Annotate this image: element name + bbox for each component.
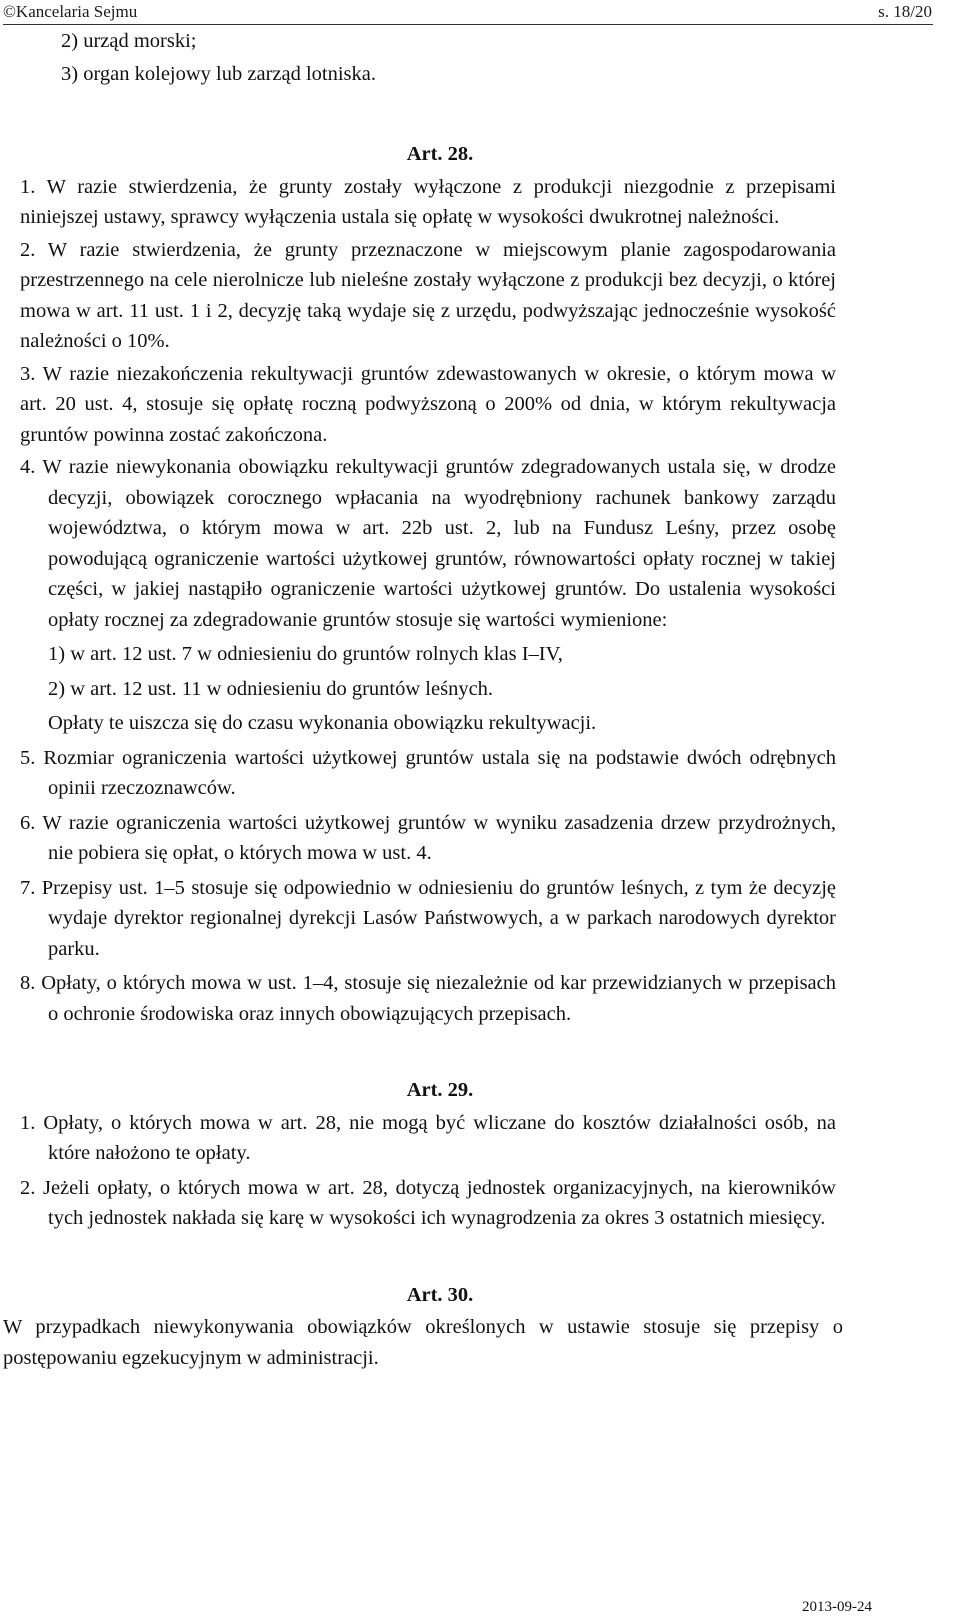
- art28-paragraph-3: 3. W razie niezakończenia rekultywacji gruntów zdewastowanych w okresie, o którym mowa w art. 20 ust. 4, stosuje się opłatę roczną podwyższoną o 200% od dnia, w którym rekultywacja gruntów powinna zostać zakończona.: [20, 362, 836, 446]
- art28-paragraph-1: 1. W razie stwierdzenia, że grunty zostały wyłączone z produkcji niezgodnie z przepisami niniejszej ustawy, sprawcy wyłączenia ustala się opłatę w wysokości dwukrotnej należności.: [20, 175, 836, 228]
- list-item: 1) w art. 12 ust. 7 w odniesieniu do gruntów rolnych klas I–IV,: [48, 643, 563, 665]
- article-30-title: Art. 30.: [406, 1283, 474, 1306]
- header-divider: [3, 24, 933, 25]
- art28-p4-list: [0, 639, 836, 704]
- list-item: 2) w art. 12 ust. 11 w odniesieniu do gruntów leśnych.: [48, 677, 494, 700]
- art28-paragraph-2: 2. W razie stwierdzenia, że grunty przeznaczone w miejscowym planie zagospodarowania przestrzennego na cele nierolnicze lub nieleśne zostały wyłączone z produkcji bez decyzji, o której mowa w art. 11 ust. 1 i 2, decyzję taką wydaje się z urzędu, podwyższając jednocześnie wysokość należności o 10%.: [20, 238, 836, 352]
- art28-p4-closing: Opłaty te uiszcza się do czasu wykonania obowiązku rekultywacji.: [48, 712, 597, 734]
- art29-paragraph-2: 2. Jeżeli opłaty, o których mowa w art. 28, dotyczą jednostek organizacyjnych, na kierowników tych jednostek nakłada się karę w wysokości ich wynagrodzenia za okres 3 ostatnich miesięcy.: [20, 1176, 836, 1229]
- art29-paragraph-1: 1. Opłaty, o których mowa w art. 28, nie mogą być wliczane do kosztów działalności osób, na które nałożono te opłaty.: [20, 1111, 836, 1164]
- art28-paragraph-7: 7. Przepisy ust. 1–5 stosuje się odpowiednio w odniesieniu do gruntów leśnych, z tym że decyzję wydaje dyrektor regionalnej dyrekcji Lasów Państwowych, a w parkach narodowych dyrektor parku.: [20, 876, 836, 960]
- art28-paragraph-5: 5. Rozmiar ograniczenia wartości użytkowej gruntów ustala się na podstawie dwóch odrębnych opinii rzeczoznawców.: [20, 746, 836, 799]
- list-item: 3) organ kolejowy lub zarząd lotniska.: [61, 62, 377, 85]
- document-body: [0, 26, 960, 1373]
- header-source: ©Kancelaria Sejmu: [3, 2, 138, 21]
- art28-paragraph-8: 8. Opłaty, o których mowa w ust. 1–4, stosuje się niezależnie od kar przewidzianych w przepisach o ochronie środowiska oraz innych obowiązujących przepisach.: [20, 972, 836, 1025]
- art28-paragraph-4: 4. W razie niewykonania obowiązku rekultywacji gruntów zdegradowanych ustala się, w drodze decyzji, obowiązek corocznego wpłacania na wyodrębniony rachunek bankowy zarządu województwa, o którym mowa w art. 22b ust. 2, lub na Fundusz Leśny, przez osobę powodującą ograniczenie wartości użytkowej gruntów, równowartości opłaty rocznej w takiej części, w jakiej nastąpiło ograniczenie wartości użytkowej gruntów. Do ustalenia wysokości opłaty rocznej za zdegradowanie gruntów stosuje się wartości wymienione:: [20, 456, 836, 631]
- art30-paragraph: W przypadkach niewykonywania obowiązków określonych w ustawie stosuje się przepisy o postępowaniu egzekucyjnym w administracji.: [3, 1316, 843, 1369]
- list-item: 2) urząd morski;: [61, 30, 197, 52]
- footer-date: 2013-09-24: [802, 1599, 872, 1615]
- header-page-number: s. 18/20: [878, 2, 932, 21]
- art28-paragraph-6: 6. W razie ograniczenia wartości użytkowej gruntów w wyniku zasadzenia drzew przydrożnych, nie pobiera się opłat, o których mowa w ust. 4.: [20, 811, 836, 864]
- article-28-title: Art. 28.: [406, 143, 474, 165]
- article-29-title: Art. 29.: [406, 1079, 474, 1101]
